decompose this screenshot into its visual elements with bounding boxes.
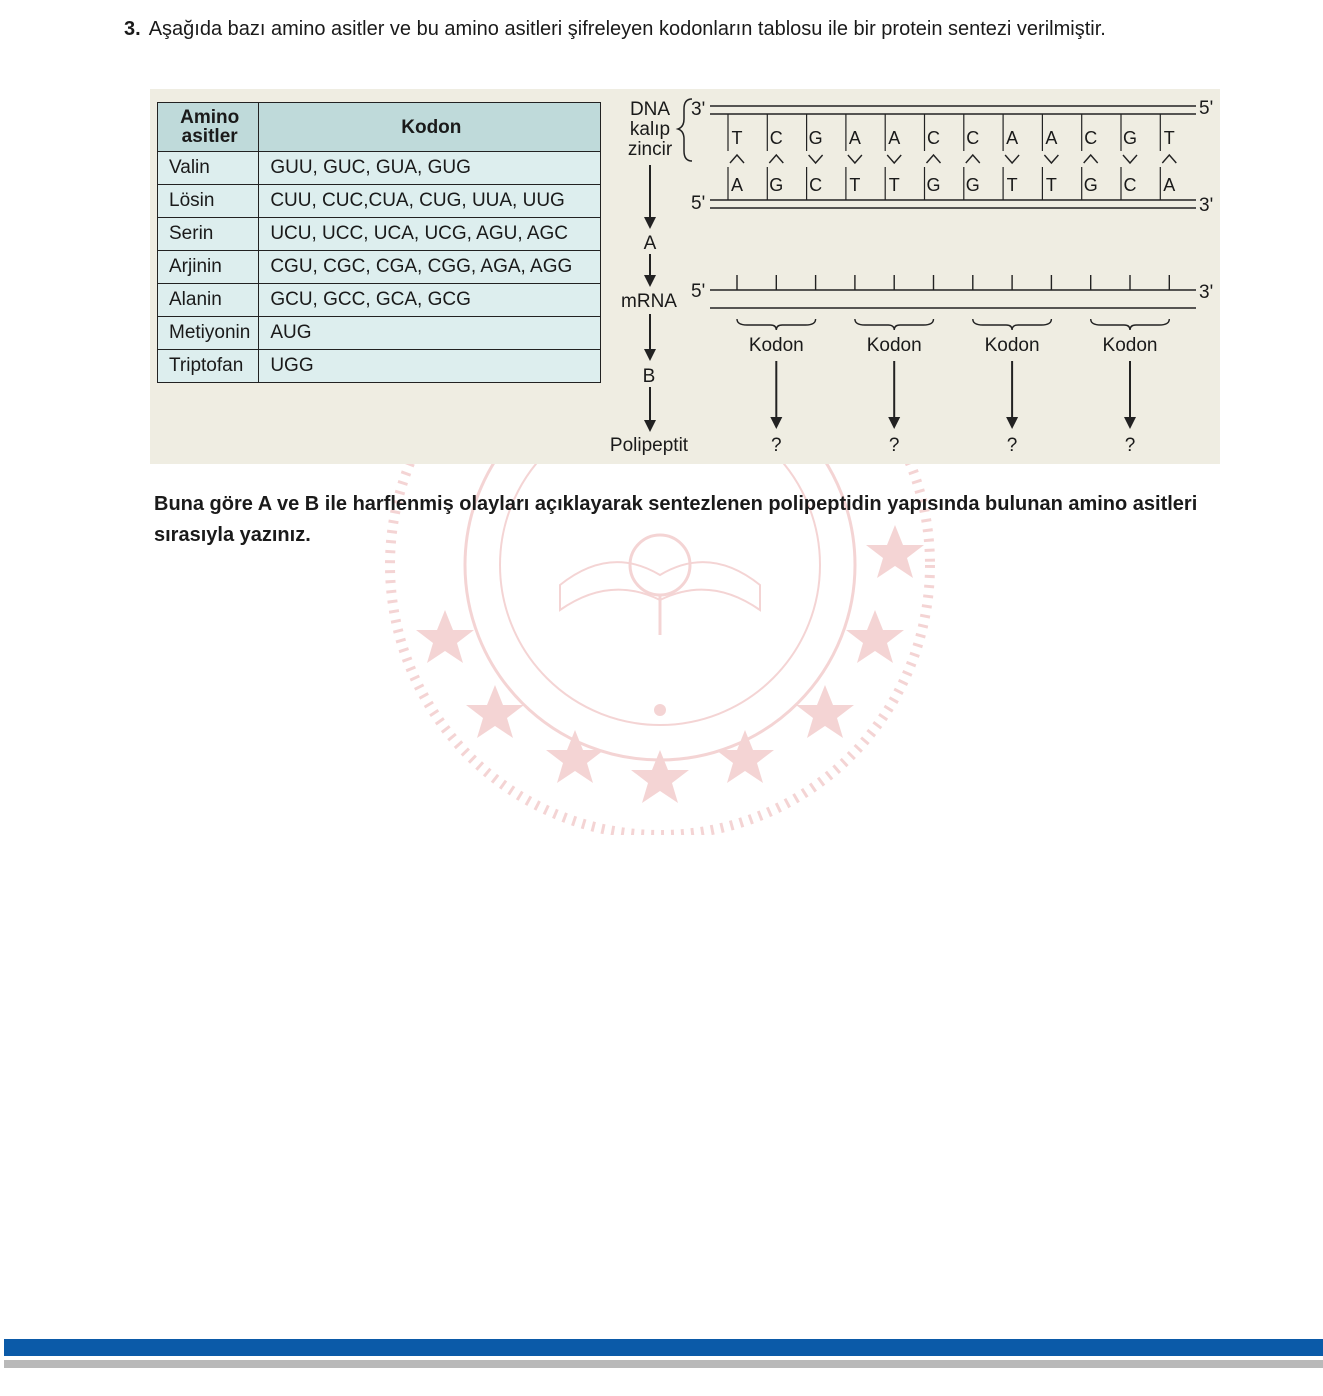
coding-5prime: 5' bbox=[691, 193, 706, 214]
coding-base: G bbox=[965, 175, 980, 195]
codon-label: Kodon bbox=[1102, 335, 1158, 356]
codon-brace bbox=[973, 319, 1052, 330]
codon-cell: UGG bbox=[259, 350, 601, 383]
template-base: C bbox=[966, 128, 980, 148]
amino-acid-cell: Serin bbox=[158, 218, 259, 251]
codon-cell: UCU, UCC, UCA, UCG, AGU, AGC bbox=[259, 218, 601, 251]
template-base: C bbox=[927, 128, 940, 148]
template-base: A bbox=[848, 128, 861, 148]
codon-label: Kodon bbox=[984, 335, 1040, 356]
template-base: T bbox=[731, 128, 743, 148]
coding-base: G bbox=[926, 175, 941, 195]
base-pair-bond bbox=[730, 155, 744, 163]
coding-base: T bbox=[888, 175, 900, 195]
template-base: A bbox=[1006, 128, 1019, 148]
translation-arrowhead bbox=[888, 417, 900, 429]
base-pair-bond bbox=[1162, 155, 1176, 163]
amino-acid-cell: Triptofan bbox=[158, 350, 259, 383]
polypeptide-label: Polipeptit bbox=[609, 435, 689, 456]
unknown-amino-acid: ? bbox=[771, 435, 782, 456]
question-text-block bbox=[124, 16, 1274, 42]
question-prompt: Buna göre A ve B ile harflenmiş olayları açıklayarak sentezlenen polipeptidin yapısında bulunan amino asitleri sırasıyla yazınız. bbox=[154, 493, 1198, 546]
coding-base: C bbox=[1123, 175, 1137, 195]
dna-mrna-diagram bbox=[150, 89, 1220, 464]
coding-base: T bbox=[1006, 175, 1018, 195]
coding-base: T bbox=[849, 175, 861, 195]
codon-cell: CGU, CGC, CGA, CGG, AGA, AGG bbox=[259, 251, 601, 284]
template-base: G bbox=[1122, 128, 1138, 148]
dna-label: DNA bbox=[629, 99, 671, 120]
base-pair-bond bbox=[1084, 155, 1098, 163]
flow-arrowhead-b2 bbox=[644, 420, 656, 432]
mrna-5prime: 5' bbox=[691, 281, 706, 302]
unknown-amino-acid: ? bbox=[1006, 435, 1018, 456]
coding-3prime: 3' bbox=[1199, 195, 1214, 216]
template-3prime: 3' bbox=[691, 99, 706, 120]
base-pair-bond bbox=[1044, 155, 1058, 163]
mrna-ticks-group bbox=[737, 275, 1169, 290]
template-5prime: 5' bbox=[1199, 98, 1214, 119]
codon-label: Kodon bbox=[748, 335, 804, 356]
base-pair-bond bbox=[1005, 155, 1019, 163]
flow-arrowhead-b bbox=[644, 349, 656, 361]
template-base: C bbox=[769, 128, 783, 148]
translation-arrowhead bbox=[1124, 417, 1136, 429]
codon-groups bbox=[737, 319, 1169, 456]
unknown-amino-acid: ? bbox=[888, 435, 900, 456]
codon-brace bbox=[737, 319, 816, 330]
step-b-label: B bbox=[642, 366, 656, 387]
template-label: kalıp bbox=[629, 119, 671, 140]
template-base: C bbox=[1084, 128, 1098, 148]
base-pair-bond bbox=[809, 155, 823, 163]
codon-label: Kodon bbox=[866, 335, 922, 356]
codon-cell: GUU, GUC, GUA, GUG bbox=[259, 152, 601, 185]
footer-blue-bar bbox=[4, 1339, 1323, 1356]
coding-base: C bbox=[809, 175, 823, 195]
mrna-3prime: 3' bbox=[1199, 282, 1214, 303]
template-base: A bbox=[888, 128, 901, 148]
template-base: A bbox=[1045, 128, 1058, 148]
amino-acid-cell: Valin bbox=[158, 152, 259, 185]
codon-brace bbox=[1091, 319, 1170, 330]
step-a-label: A bbox=[643, 233, 657, 254]
base-pair-bond bbox=[848, 155, 862, 163]
protein-synthesis-figure bbox=[150, 89, 1220, 464]
codon-brace bbox=[855, 319, 934, 330]
coding-base: G bbox=[769, 175, 784, 195]
strand-label: zincir bbox=[627, 139, 673, 160]
mrna-label: mRNA bbox=[621, 291, 677, 312]
amino-acid-cell: Alanin bbox=[158, 284, 259, 317]
template-base: G bbox=[808, 128, 823, 148]
question-text: Aşağıda bazı amino asitler ve bu amino asitleri şifreleyen kodonların tablosu ile bir protein sentezi verilmiştir. bbox=[148, 18, 1106, 40]
template-base: T bbox=[1163, 128, 1175, 148]
flow-arrowhead-a2 bbox=[644, 275, 656, 287]
translation-arrowhead bbox=[770, 417, 782, 429]
amino-acid-cell: Arjinin bbox=[158, 251, 259, 284]
coding-base: G bbox=[1083, 175, 1098, 195]
footer-gray-bar bbox=[4, 1360, 1323, 1368]
base-pair-bond bbox=[927, 155, 941, 163]
codon-cell: AUG bbox=[259, 317, 601, 350]
amino-acid-cell: Metiyonin bbox=[158, 317, 259, 350]
flow-arrowhead-a bbox=[644, 217, 656, 229]
base-pair-bond bbox=[966, 155, 980, 163]
coding-base: A bbox=[730, 175, 744, 195]
codon-cell: CUU, CUC,CUA, CUG, UUA, UUG bbox=[259, 185, 601, 218]
base-pair-bond bbox=[769, 155, 783, 163]
base-pairs-group bbox=[728, 114, 1176, 200]
template-brace bbox=[678, 99, 692, 161]
coding-base: A bbox=[1163, 175, 1176, 195]
unknown-amino-acid: ? bbox=[1124, 435, 1136, 456]
table-header-codon: Kodon bbox=[259, 103, 601, 152]
base-pair-bond bbox=[1123, 155, 1137, 163]
codon-cell: GCU, GCC, GCA, GCG bbox=[259, 284, 601, 317]
table-header-amino: Amino asitler bbox=[158, 103, 259, 152]
translation-arrowhead bbox=[1006, 417, 1018, 429]
question-number: 3. bbox=[124, 18, 141, 40]
amino-acid-cell: Lösin bbox=[158, 185, 259, 218]
base-pair-bond bbox=[887, 155, 901, 163]
coding-base: T bbox=[1045, 175, 1057, 195]
